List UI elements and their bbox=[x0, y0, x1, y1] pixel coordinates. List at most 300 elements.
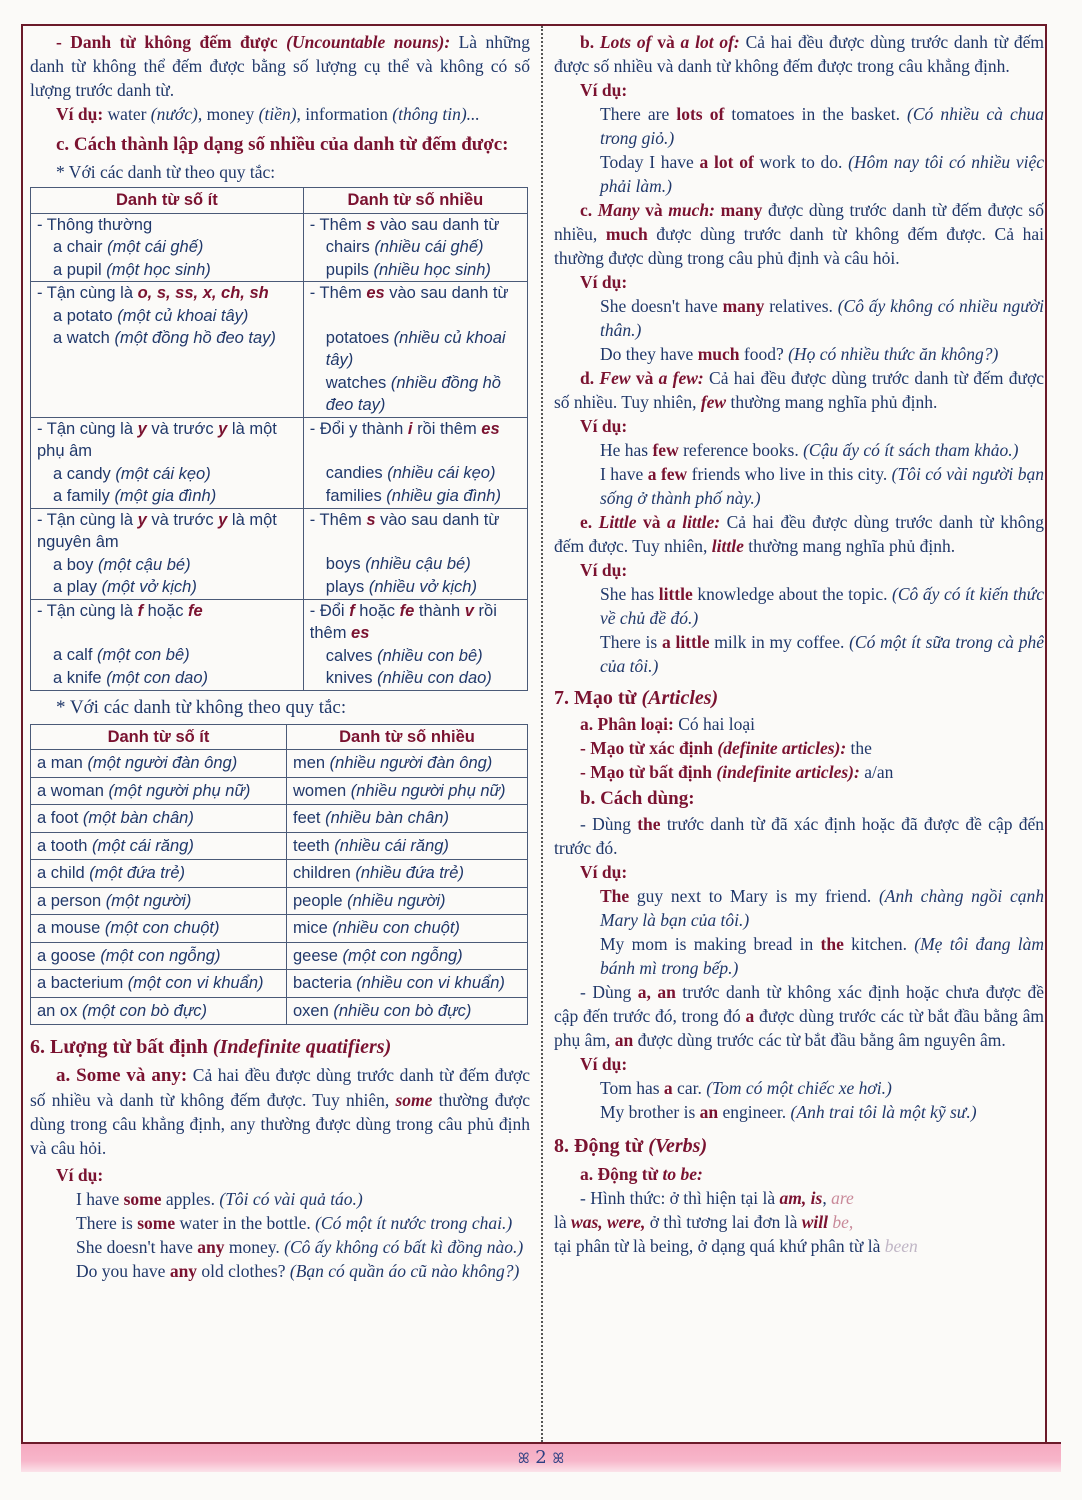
some-any-definition bbox=[30, 1063, 530, 1160]
table-row bbox=[31, 508, 528, 599]
translation: (một cái ghế) bbox=[107, 238, 204, 256]
body-text: tại phân từ là being, ở dạng quá khứ phân từ là bbox=[554, 1236, 885, 1256]
example-line bbox=[37, 236, 297, 259]
title-en: (Indefinite quatifiers) bbox=[212, 1036, 392, 1058]
sentence-text: relatives. bbox=[764, 296, 838, 316]
translation: (nhiều con bê) bbox=[377, 646, 483, 665]
table-row bbox=[31, 417, 528, 508]
irregular-intro: * Với các danh từ không theo quy tắc: bbox=[56, 696, 347, 718]
text: hoặc bbox=[143, 601, 189, 620]
translation: (Có một ít sữa trong cà phê của tôi.) bbox=[600, 632, 1044, 676]
table-cell bbox=[31, 915, 287, 943]
translation: (nhiều vở kịch) bbox=[368, 577, 477, 596]
vidu-label: Ví dụ: bbox=[580, 560, 628, 580]
keyword: Lots of bbox=[599, 32, 652, 52]
table-cell bbox=[286, 970, 527, 998]
label: b. bbox=[580, 32, 600, 52]
keyword: am, is bbox=[779, 1188, 823, 1208]
word: a knife bbox=[53, 668, 107, 687]
translation: (Mẹ tôi đang làm bánh mì trong bếp.) bbox=[600, 934, 1044, 978]
example-line bbox=[310, 372, 521, 417]
translation: (Tôi có vài người bạn sống ở thành phố này.) bbox=[600, 464, 1044, 508]
label: và bbox=[639, 200, 669, 220]
keyword: a bbox=[745, 1006, 755, 1026]
example-line bbox=[37, 667, 297, 690]
table-row bbox=[31, 832, 528, 860]
table-cell bbox=[286, 860, 527, 888]
label: và bbox=[630, 368, 659, 388]
keyword: few bbox=[652, 440, 679, 460]
keyword: f bbox=[349, 601, 355, 620]
rule-text bbox=[310, 600, 521, 645]
text: thành bbox=[414, 601, 465, 620]
text: - Tận cùng là bbox=[37, 284, 138, 302]
word: watches bbox=[325, 373, 391, 392]
translation: (một con vi khuẩn) bbox=[127, 974, 264, 992]
table-cell bbox=[303, 417, 527, 508]
word: chairs bbox=[325, 238, 375, 256]
sentence-text: There is bbox=[600, 632, 662, 652]
table-header-row bbox=[31, 724, 528, 750]
sentence-text: Do they have bbox=[600, 344, 698, 364]
text: - Thêm bbox=[309, 215, 367, 234]
vidu-label: Ví dụ: bbox=[580, 862, 628, 882]
table-cell bbox=[31, 417, 304, 508]
example-list bbox=[30, 1187, 530, 1283]
word: a person bbox=[37, 891, 106, 910]
example-sentence bbox=[554, 462, 1044, 510]
usage-the bbox=[554, 812, 1044, 860]
sentence-text: water in the bottle. bbox=[175, 1213, 316, 1233]
uncountable-body: Là những danh từ không thể đếm được bằng số lượng cụ thể và không có số lượng trước danh từ. bbox=[30, 32, 530, 100]
word: a chair bbox=[53, 238, 108, 256]
body-text: được dùng trước các từ bắt đầu bằng âm nguyên âm. bbox=[633, 1030, 1006, 1050]
translation: (nhiều con vi khuẩn) bbox=[356, 974, 505, 992]
translation: (nhiều đứa trẻ) bbox=[355, 864, 464, 882]
body-text: - Dùng bbox=[580, 982, 638, 1002]
regular-intro: * Với các danh từ theo quy tắc: bbox=[56, 162, 276, 182]
keyword: some bbox=[123, 1189, 162, 1209]
sentence-text: There are bbox=[600, 104, 677, 124]
sentence-text: friends who live in this city. bbox=[687, 464, 892, 484]
word: a pupil bbox=[53, 260, 107, 279]
definite-article bbox=[554, 736, 1044, 760]
uncountable-title-en: (Uncountable nouns): bbox=[286, 32, 451, 52]
body-text: thường mang nghĩa phủ định. bbox=[726, 392, 938, 412]
translation: (một con bê) bbox=[97, 646, 190, 664]
table-cell bbox=[286, 997, 527, 1025]
translation: (một người) bbox=[105, 891, 192, 910]
table-cell bbox=[286, 805, 527, 833]
translation: (một con ngỗng) bbox=[342, 946, 463, 965]
keyword: a little bbox=[661, 632, 710, 652]
example-sentence bbox=[554, 1100, 1044, 1124]
table-cell bbox=[31, 282, 304, 418]
example-list bbox=[554, 582, 1044, 678]
body-text: được dùng trước các từ bắt đầu bằng âm phụ âm, bbox=[554, 1006, 1044, 1050]
word: a man bbox=[37, 754, 88, 772]
keyword: some bbox=[395, 1090, 433, 1110]
translation: (một người phụ nữ) bbox=[108, 781, 251, 800]
table-cell bbox=[31, 887, 287, 915]
table-cell bbox=[31, 997, 287, 1025]
table-row bbox=[31, 970, 528, 998]
rule-text: - Thông thường bbox=[37, 215, 153, 234]
translation: (một củ khoai tây) bbox=[117, 306, 249, 325]
translation: (một người đàn ông) bbox=[87, 754, 238, 772]
text: là một phụ âm bbox=[37, 419, 277, 460]
example-sentence bbox=[554, 1076, 1044, 1100]
translation: (nhiều cái ghế) bbox=[374, 238, 484, 256]
label: a. Động từ bbox=[580, 1164, 663, 1184]
keyword: was, were, bbox=[571, 1212, 646, 1232]
word: knives bbox=[325, 669, 378, 687]
translation: (nhiều người đàn ông) bbox=[329, 754, 493, 772]
title-en: (Articles) bbox=[641, 687, 719, 709]
rule-text bbox=[37, 282, 297, 305]
example-line bbox=[310, 327, 521, 372]
title-en: (Verbs) bbox=[648, 1135, 708, 1157]
word: people bbox=[292, 891, 348, 910]
translation: (một con bò đực) bbox=[81, 1001, 208, 1020]
usage-a-an bbox=[554, 980, 1044, 1052]
example-word: , money bbox=[197, 104, 259, 124]
word: a calf bbox=[53, 646, 98, 664]
translation: (Cô ấy không có nhiều người thân.) bbox=[600, 296, 1044, 340]
example-line bbox=[310, 553, 521, 576]
column-divider bbox=[541, 26, 543, 1442]
vidu-label: Ví dụ: bbox=[56, 1165, 104, 1185]
translation: (nhiều củ khoai tây) bbox=[325, 328, 506, 369]
translation: (Cô ấy có ít kiến thức về chủ đề đó.) bbox=[600, 584, 1044, 628]
translation: (Anh trai tôi là một kỹ sư.) bbox=[790, 1102, 977, 1122]
keyword: an bbox=[699, 1102, 719, 1122]
keyword: a bbox=[663, 1078, 673, 1098]
body-text: được dùng trước danh từ không đếm được. Cả hai thường được dùng trong câu phủ định và câu hỏi. bbox=[554, 224, 1044, 268]
sentence-text: reference books. bbox=[678, 440, 804, 460]
sentence-text: Tom has bbox=[600, 1078, 664, 1098]
keyword: will bbox=[801, 1212, 828, 1232]
example-sentence bbox=[554, 102, 1044, 150]
keyword: The bbox=[600, 886, 630, 906]
label: - Mạo từ bất định bbox=[580, 762, 717, 782]
example-line bbox=[310, 667, 521, 690]
table-row bbox=[31, 777, 528, 805]
word: bacteria bbox=[292, 974, 357, 992]
body-text: - Dùng bbox=[580, 814, 638, 834]
text: hoặc bbox=[354, 601, 400, 620]
table-row bbox=[31, 887, 528, 915]
label: d. bbox=[580, 368, 600, 388]
sentence-text: My brother is bbox=[600, 1102, 700, 1122]
keyword: much bbox=[605, 224, 648, 244]
example-sentence bbox=[30, 1211, 530, 1235]
table-row bbox=[31, 805, 528, 833]
example-line bbox=[310, 485, 521, 508]
rule-text bbox=[37, 600, 297, 623]
keyword: y bbox=[218, 510, 228, 529]
word: a child bbox=[37, 864, 90, 882]
sentence-text: Do you have bbox=[76, 1261, 170, 1281]
table-cell bbox=[31, 750, 287, 778]
translation: (nhiều gia đình) bbox=[386, 486, 501, 505]
text: vào sau danh từ bbox=[375, 510, 500, 529]
example-word: , information bbox=[296, 104, 393, 124]
plural-heading: c. Cách thành lập dạng số nhiều của danh từ đếm được: bbox=[56, 134, 509, 155]
keyword: f bbox=[137, 601, 144, 620]
few-definition bbox=[554, 366, 1044, 414]
example-sentence bbox=[554, 438, 1044, 462]
vidu-label: Ví dụ: bbox=[580, 416, 628, 436]
body-text: Cả hai đều được dùng trước danh từ đếm được số nhiều và danh từ không đếm được trong câu khẳng định. bbox=[554, 32, 1044, 76]
keyword: a little: bbox=[666, 512, 721, 532]
translation: (Tom có một chiếc xe hơi.) bbox=[706, 1078, 892, 1098]
body-text-faded: been bbox=[884, 1236, 918, 1256]
example-translation: (tiền) bbox=[258, 104, 297, 124]
keyword: s bbox=[366, 510, 376, 529]
example-list bbox=[554, 294, 1044, 366]
example-list bbox=[554, 438, 1044, 510]
left-column bbox=[30, 30, 530, 1283]
keyword-faded: are bbox=[831, 1188, 854, 1208]
section-7-title bbox=[554, 684, 1044, 712]
keyword: es bbox=[351, 624, 370, 642]
table-cell bbox=[31, 508, 304, 599]
keyword: (definite articles): bbox=[717, 738, 847, 758]
sentence-text: car. bbox=[672, 1078, 707, 1098]
text: - Đổi bbox=[309, 601, 350, 620]
translation: (nhiều cậu bé) bbox=[365, 555, 471, 573]
keyword: y bbox=[137, 419, 147, 438]
table-header: Danh từ số nhiều bbox=[286, 724, 527, 750]
uncountable-title: - Danh từ không đếm được bbox=[56, 32, 278, 52]
lots-of-definition bbox=[554, 30, 1044, 78]
text: và trước bbox=[146, 419, 219, 438]
example-sentence bbox=[554, 582, 1044, 630]
text: - Tận cùng là bbox=[37, 510, 138, 529]
rule-text bbox=[310, 214, 521, 237]
table-row bbox=[31, 997, 528, 1025]
translation: (một bàn chân) bbox=[82, 809, 194, 827]
example-sentence bbox=[30, 1235, 530, 1259]
spacer bbox=[37, 622, 297, 644]
sentence-text: She has bbox=[600, 584, 659, 604]
body-text: Có hai loại bbox=[673, 714, 756, 734]
keyword: v bbox=[464, 601, 474, 620]
translation: (nhiều người) bbox=[347, 891, 446, 910]
to-be-label bbox=[554, 1162, 1044, 1186]
translation: (nhiều học sinh) bbox=[373, 260, 491, 279]
title-text: 8. Động từ bbox=[554, 1135, 649, 1157]
translation: (một đứa trẻ) bbox=[89, 864, 186, 882]
sentence-text: engineer. bbox=[718, 1102, 791, 1122]
example-sentence bbox=[554, 150, 1044, 198]
rule-text bbox=[310, 418, 521, 441]
word: a family bbox=[53, 487, 115, 505]
example-translation: (thông tin)... bbox=[392, 104, 480, 124]
body-text: - Hình thức: ở thì hiện tại là bbox=[580, 1188, 780, 1208]
word: a tooth bbox=[37, 836, 93, 855]
keyword: fe bbox=[188, 601, 203, 620]
vidu-label: Ví dụ: bbox=[580, 1054, 628, 1074]
value: a/an bbox=[859, 762, 894, 782]
table-row bbox=[31, 599, 528, 690]
sentence-text: milk in my coffee. bbox=[709, 632, 850, 652]
translation: (Có nhiều cà chua trong giỏ.) bbox=[600, 104, 1045, 148]
right-column bbox=[554, 30, 1044, 1258]
keyword: Little bbox=[598, 512, 637, 532]
label: - Mạo từ xác định bbox=[580, 738, 718, 758]
example-sentence bbox=[554, 294, 1044, 342]
sentence-text: I have bbox=[600, 464, 648, 484]
sentence-text: guy next to Mary is my friend. bbox=[629, 886, 879, 906]
table-cell bbox=[303, 213, 527, 282]
translation: (Bạn có quần áo cũ nào không?) bbox=[289, 1261, 520, 1281]
table-row bbox=[31, 282, 528, 418]
word: potatoes bbox=[325, 328, 394, 347]
keyword: a few: bbox=[658, 368, 704, 388]
sentence-text: She doesn't have bbox=[600, 296, 723, 316]
translation: (Có một ít nước trong chai.) bbox=[315, 1213, 513, 1233]
usage-label: b. Cách dùng: bbox=[580, 788, 695, 809]
word: a boy bbox=[53, 555, 98, 574]
sentence-text: My mom is making bread in bbox=[600, 934, 821, 954]
sentence-text: food? bbox=[739, 344, 789, 364]
word: geese bbox=[292, 946, 343, 965]
to-be-form-line-2 bbox=[554, 1210, 1044, 1234]
example-sentence bbox=[554, 342, 1044, 366]
example-line bbox=[37, 259, 297, 282]
keyword: y bbox=[137, 510, 147, 529]
translation: (Hôm nay tôi có nhiều việc phải làm.) bbox=[600, 152, 1044, 196]
word: a watch bbox=[53, 329, 115, 347]
example-line bbox=[37, 644, 297, 667]
sentence-text: I have bbox=[76, 1189, 124, 1209]
example-line bbox=[37, 327, 297, 350]
keyword: s bbox=[366, 215, 376, 234]
text: rồi thêm bbox=[309, 601, 497, 642]
keyword: Few bbox=[599, 368, 631, 388]
keyword: much: bbox=[668, 200, 715, 220]
body-text: trước danh từ không xác định hoặc chưa được đề cập đến trước đó, trong đó bbox=[554, 982, 1045, 1026]
text: - Đổi y thành bbox=[309, 419, 408, 438]
keyword: the bbox=[637, 814, 661, 834]
translation: (nhiều bàn chân) bbox=[325, 809, 449, 827]
translation: (nhiều cái răng) bbox=[334, 836, 449, 855]
value: the bbox=[846, 738, 872, 758]
vidu-label: Ví dụ: bbox=[56, 104, 104, 124]
table-cell bbox=[303, 599, 527, 690]
body-text: Cả hai đều được dùng trước danh từ đếm được số nhiều và danh từ không đếm được. Tuy nhiên, bbox=[30, 1065, 530, 1110]
keyword: y bbox=[218, 419, 228, 438]
keyword: many bbox=[722, 296, 765, 316]
body-text: Cả hai đều được dùng trước danh từ đếm được số nhiều. Tuy nhiên, bbox=[554, 368, 1044, 412]
keyword: the bbox=[820, 934, 844, 954]
translation: (nhiều cái kẹo) bbox=[387, 464, 496, 482]
word: men bbox=[292, 754, 330, 772]
word: oxen bbox=[292, 1001, 334, 1020]
word: calves bbox=[325, 646, 378, 665]
sentence-text: She doesn't have bbox=[76, 1237, 198, 1257]
label: c. bbox=[580, 200, 598, 220]
body-text: trước danh từ đã xác định hoặc đã được đề cập đến trước đó. bbox=[554, 814, 1044, 858]
word: children bbox=[292, 864, 356, 882]
keyword: some bbox=[137, 1213, 176, 1233]
keyword: many bbox=[714, 200, 763, 220]
translation: (một gia đình) bbox=[114, 487, 217, 505]
table-header: Danh từ số ít bbox=[31, 188, 304, 214]
table-cell bbox=[286, 942, 527, 970]
keyword: a, an bbox=[637, 982, 676, 1002]
keyword: much bbox=[697, 344, 740, 364]
keyword: o, s, ss, x, ch, sh bbox=[137, 284, 269, 302]
article-classification bbox=[554, 712, 1044, 736]
table-header-row bbox=[31, 188, 528, 214]
example-line bbox=[37, 463, 297, 486]
keyword: to be: bbox=[662, 1164, 703, 1184]
table-row bbox=[31, 915, 528, 943]
keyword: (indefinite articles): bbox=[716, 762, 860, 782]
ornament-right-icon: ꕤ bbox=[552, 1451, 565, 1467]
text: - Thêm bbox=[309, 284, 367, 302]
translation: (một cậu bé) bbox=[97, 555, 191, 574]
translation: (một cái kẹo) bbox=[115, 464, 211, 483]
rule-text bbox=[310, 509, 521, 532]
translation: (một cái răng) bbox=[92, 836, 194, 855]
page-number bbox=[0, 1447, 1082, 1468]
example-sentence bbox=[554, 630, 1044, 678]
word: plays bbox=[325, 577, 369, 596]
keyword: little bbox=[711, 536, 744, 556]
text: và trước bbox=[146, 510, 219, 529]
keyword: little bbox=[658, 584, 693, 604]
word: an ox bbox=[37, 1001, 82, 1020]
word: a play bbox=[53, 578, 102, 596]
table-cell bbox=[31, 599, 304, 690]
word: women bbox=[292, 781, 351, 800]
sentence-text: There is bbox=[76, 1213, 138, 1233]
example-line bbox=[310, 236, 521, 259]
translation: (Tôi có vài quả táo.) bbox=[219, 1189, 363, 1209]
body-text: thường được dùng trong câu khẳng định, any thường được dùng trong câu phủ định và câu hỏi. bbox=[30, 1090, 530, 1158]
irregular-plural-table bbox=[30, 724, 528, 1026]
word: feet bbox=[292, 809, 326, 827]
body-text: thường mang nghĩa phủ định. bbox=[743, 536, 956, 556]
word: a goose bbox=[37, 946, 101, 965]
example-line bbox=[310, 259, 521, 282]
example-sentence bbox=[30, 1259, 530, 1283]
text: - Thêm bbox=[309, 510, 367, 529]
table-cell bbox=[286, 777, 527, 805]
translation: (nhiều con dao) bbox=[377, 669, 492, 687]
sentence-text: He has bbox=[600, 440, 653, 460]
translation: (nhiều đồng hồ đeo tay) bbox=[325, 373, 501, 414]
example-sentence bbox=[554, 884, 1044, 932]
translation: (Anh chàng ngồi cạnh Mary là bạn của tôi.) bbox=[600, 886, 1044, 930]
example-sentence bbox=[30, 1187, 530, 1211]
ornament-left-icon: ꕤ bbox=[517, 1451, 530, 1467]
label: và bbox=[651, 32, 681, 52]
sentence-text: kitchen. bbox=[843, 934, 915, 954]
word: a potato bbox=[53, 306, 118, 325]
table-header: Danh từ số ít bbox=[31, 724, 287, 750]
to-be-form-line-3 bbox=[554, 1234, 1044, 1258]
keyword: es bbox=[366, 284, 385, 302]
sentence-text: apples. bbox=[161, 1189, 220, 1209]
label: e. bbox=[580, 512, 599, 532]
text: vào sau danh từ bbox=[384, 284, 509, 302]
little-definition bbox=[554, 510, 1044, 558]
